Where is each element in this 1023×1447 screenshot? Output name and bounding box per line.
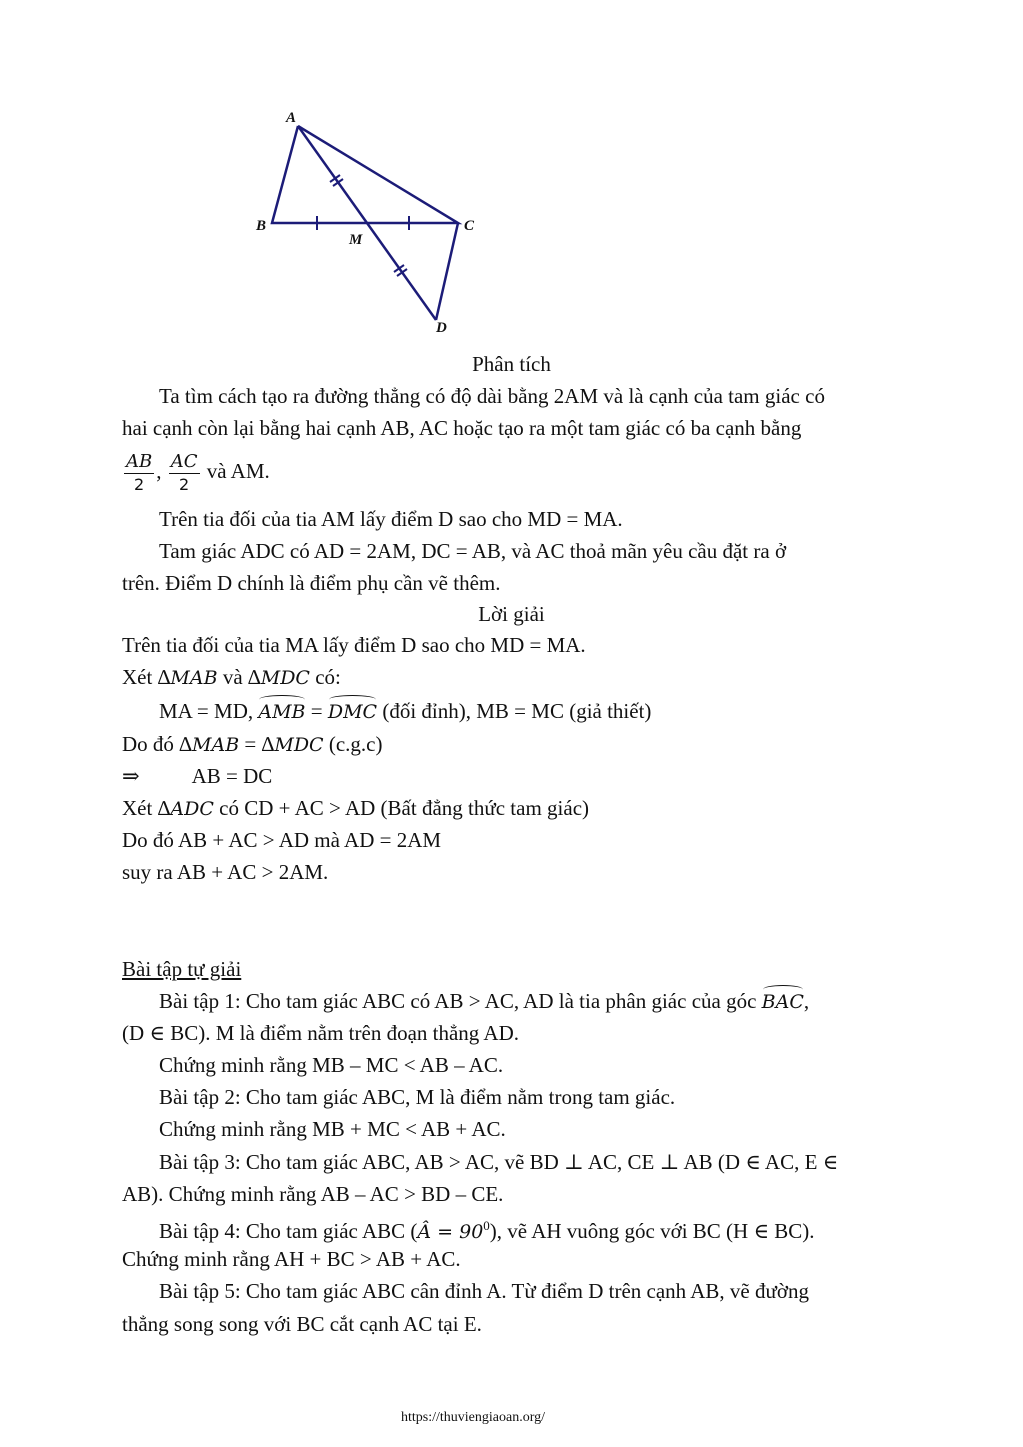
exercise3-line2: AB). Chứng minh rằng AB – AC > BD – CE.: [122, 1182, 504, 1206]
label-a: A: [286, 110, 297, 126]
analysis-heading: Phân tích: [472, 352, 551, 376]
exercise5-line2: thẳng song song với BC cắt cạnh AC tại E.: [122, 1312, 482, 1336]
solution-line7: Do đó AB + AC > AD mà AD = 2AM: [122, 828, 442, 852]
segment-cd: [436, 223, 458, 320]
label-m: M: [349, 232, 363, 248]
exercise4-line1: Bài tập 4: Cho tam giác ABC (Â = $90^0$), vẽ AH vuông góc với BC (H ∈ BC).: [159, 1218, 815, 1243]
solution-heading: Lời giải: [478, 602, 545, 626]
exercise4-line2: Chứng minh rằng AH + BC > AB + AC.: [122, 1247, 461, 1271]
analysis-p3-line1: Tam giác ADC có AD = 2AM, DC = AB, và AC thoả mãn yêu cầu đặt ra ở: [159, 539, 787, 563]
analysis-p1-line3: $\frac{AB}{2}$ , $\frac{AC}{2}$ và AM.: [126, 450, 270, 494]
label-c: C: [464, 218, 475, 234]
analysis-p1-line2: hai cạnh còn lại bằng hai cạnh AB, AC hoặc tạo ra một tam giác có ba cạnh bằng: [122, 416, 802, 440]
exercise1-line3: Chứng minh rằng MB – MC < AB – AC.: [159, 1053, 504, 1077]
solution-line5: ⇒ AB = DC: [122, 764, 273, 788]
exercise2-line2: Chứng minh rằng MB + MC < AB + AC.: [159, 1117, 506, 1141]
fraction-ac-over-2: $\frac{AC}{2}$: [170, 450, 198, 494]
analysis-p3-line2: trên. Điểm D chính là điểm phụ cần vẽ thêm.: [122, 571, 501, 595]
exercise1-line1: Bài tập 1: Cho tam giác ABC có AB > AC, AD là tia phân giác của góc BAC,: [159, 989, 810, 1013]
solution-line8: suy ra AB + AC > 2AM.: [122, 860, 329, 884]
exercise2-line1: Bài tập 2: Cho tam giác ABC, M là điểm nằm trong tam giác.: [159, 1085, 676, 1109]
exercise3-line1: Bài tập 3: Cho tam giác ABC, AB > AC, vẽ BD ⊥ AC, CE ⊥ AB (D ∈ AC, E ∈: [159, 1150, 839, 1174]
exercise1-line2: (D ∈ BC). M là điểm nằm trên đoạn thẳng AD.: [122, 1021, 519, 1045]
exercises-heading: Bài tập tự giải: [122, 957, 242, 981]
footer-url[interactable]: https://thuviengiaoan.org/: [400, 1410, 545, 1425]
analysis-p2: Trên tia đối của tia AM lấy điểm D sao cho MD = MA.: [159, 507, 623, 531]
label-d: D: [436, 320, 447, 336]
label-b: B: [256, 218, 267, 234]
triangle-abc: [272, 126, 458, 223]
solution-line3: MA = MD, AMB = DMC (đối đỉnh), MB = MC (giả thiết): [159, 699, 652, 723]
analysis-p1-line1: Ta tìm cách tạo ra đường thẳng có độ dài bằng 2AM và là cạnh của tam giác có: [159, 384, 825, 408]
solution-line1: Trên tia đối của tia MA lấy điểm D sao cho MD = MA.: [122, 633, 586, 657]
fraction-ab-over-2: $\frac{AB}{2}$: [126, 450, 153, 494]
angle-dmc: DMC: [327, 701, 378, 723]
solution-line6: Xét ∆ADC có CD + AC > AD (Bất đẳng thức tam giác): [122, 796, 590, 820]
angle-bac: BAC: [761, 991, 804, 1013]
solution-line4: Do đó ∆MAB = ∆MDC (c.g.c): [122, 732, 383, 756]
solution-line2: Xét ∆MAB và ∆MDC có:: [122, 665, 341, 689]
exercise5-line1: Bài tập 5: Cho tam giác ABC cân đỉnh A. Từ điểm D trên cạnh AB, vẽ đường: [159, 1279, 809, 1303]
triangle-figure: [250, 100, 490, 340]
angle-amb: AMB: [258, 701, 306, 723]
